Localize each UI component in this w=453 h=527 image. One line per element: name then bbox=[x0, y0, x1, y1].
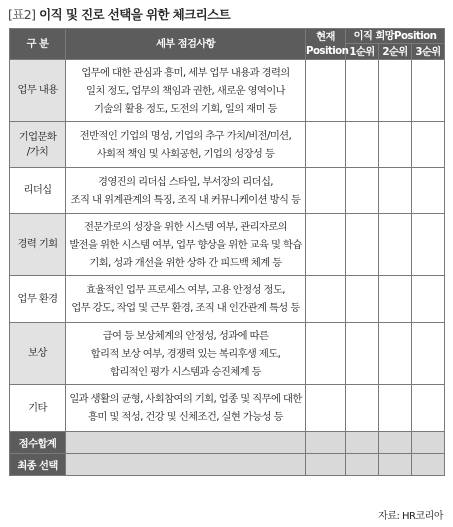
rank-3-cell[interactable] bbox=[412, 323, 445, 385]
current-position-cell[interactable] bbox=[306, 276, 346, 323]
header-rank-2: 2순위 bbox=[379, 44, 412, 60]
final-choice-row bbox=[10, 454, 445, 476]
desc-line: 일치 정도, 업무의 책임과 권한, 새로운 영역이나 bbox=[86, 84, 285, 97]
row-description bbox=[66, 385, 306, 432]
final-choice-details-cell bbox=[66, 454, 306, 476]
desc-line: 조직 내 위계관계의 특징, 조직 내 커뮤니케이션 방식 등 bbox=[70, 193, 301, 206]
score-total-label: 점수합계 bbox=[10, 432, 66, 454]
current-position-cell[interactable] bbox=[306, 385, 346, 432]
row-description bbox=[66, 276, 306, 323]
final-choice-label: 최종 선택 bbox=[10, 454, 66, 476]
rank-1-cell[interactable] bbox=[346, 385, 379, 432]
header-current-line1: 현재 bbox=[316, 31, 335, 43]
rank-3-cell[interactable] bbox=[412, 60, 445, 122]
desc-line: 일과 생활의 균형, 사회참여의 기회, 업종 및 직무에 대한 bbox=[69, 393, 302, 405]
row-label-line: 기업문화 bbox=[18, 130, 57, 143]
row-label: 업무 내용 bbox=[10, 60, 66, 122]
rank-1-cell[interactable] bbox=[346, 323, 379, 385]
score-total-rank-3-cell[interactable] bbox=[412, 432, 445, 454]
row-description bbox=[66, 122, 306, 168]
rank-2-cell[interactable] bbox=[379, 276, 412, 323]
table-row bbox=[10, 122, 445, 168]
table-title-text: 이직 및 진로 선택을 위한 체크리스트 bbox=[39, 7, 231, 22]
desc-line: 기술의 활용 정도, 도전의 기회, 일의 재미 등 bbox=[94, 102, 277, 115]
row-label bbox=[10, 122, 66, 168]
table-row bbox=[10, 385, 445, 432]
row-label: 경력 기회 bbox=[10, 214, 66, 276]
row-label-line: /가치 bbox=[26, 145, 49, 158]
desc-line: 전문가로의 성장을 위한 시스템 여부, 관리자로의 bbox=[84, 220, 287, 233]
current-position-cell[interactable] bbox=[306, 60, 346, 122]
header-category: 구 분 bbox=[10, 29, 66, 60]
rank-3-cell[interactable] bbox=[412, 214, 445, 276]
source-note: 자료: HR코리아 bbox=[378, 511, 443, 522]
table-row bbox=[10, 168, 445, 214]
final-choice-rank-3-cell[interactable] bbox=[412, 454, 445, 476]
final-choice-current-cell[interactable] bbox=[306, 454, 346, 476]
score-total-current-cell[interactable] bbox=[306, 432, 346, 454]
score-total-details-cell bbox=[66, 432, 306, 454]
rank-3-cell[interactable] bbox=[412, 122, 445, 168]
table-row bbox=[10, 323, 445, 385]
final-choice-rank-1-cell[interactable] bbox=[346, 454, 379, 476]
desc-line: 급여 등 보상체계의 안정성, 성과에 따른 bbox=[102, 329, 269, 342]
row-description bbox=[66, 168, 306, 214]
row-description bbox=[66, 214, 306, 276]
desc-line: 합리적 보상 여부, 경쟁력 있는 복리후생 제도, bbox=[90, 347, 281, 360]
header-details: 세부 점검사항 bbox=[66, 29, 306, 60]
row-description bbox=[66, 60, 306, 122]
current-position-cell[interactable] bbox=[306, 122, 346, 168]
rank-1-cell[interactable] bbox=[346, 276, 379, 323]
rank-2-cell[interactable] bbox=[379, 122, 412, 168]
rank-2-cell[interactable] bbox=[379, 60, 412, 122]
row-label: 업무 환경 bbox=[10, 276, 66, 323]
row-description bbox=[66, 323, 306, 385]
desc-line: 전반적인 기업의 명성, 기업의 추구 가치/비전/미션, bbox=[79, 129, 292, 142]
score-total-rank-2-cell[interactable] bbox=[379, 432, 412, 454]
checklist-table bbox=[9, 28, 445, 476]
desc-line: 발전을 위한 시스템 여부, 업무 향상을 위한 교육 및 학습 bbox=[69, 238, 302, 251]
desc-line: 흥미 및 적성, 건강 및 신체조건, 실현 가능성 등 bbox=[88, 411, 283, 423]
current-position-cell[interactable] bbox=[306, 214, 346, 276]
table-row bbox=[10, 60, 445, 122]
desc-line: 효율적인 업무 프로세스 여부, 고용 안정성 정도, bbox=[86, 284, 285, 296]
current-position-cell[interactable] bbox=[306, 323, 346, 385]
row-label: 리더십 bbox=[10, 168, 66, 214]
desc-line: 업무에 대한 관심과 흥미, 세부 업무 내용과 경력의 bbox=[81, 66, 290, 79]
table-row bbox=[10, 276, 445, 323]
header-rank-1: 1순위 bbox=[346, 44, 379, 60]
table-row bbox=[10, 214, 445, 276]
rank-2-cell[interactable] bbox=[379, 323, 412, 385]
rank-2-cell[interactable] bbox=[379, 385, 412, 432]
rank-3-cell[interactable] bbox=[412, 168, 445, 214]
desc-line: 사회적 책임 및 사회공헌, 기업의 성장성 등 bbox=[96, 147, 275, 160]
table-number: [표2] bbox=[8, 7, 36, 22]
header-rank-3: 3순위 bbox=[412, 44, 445, 60]
desc-line: 기회, 성과 개선을 위한 상하 간 피드백 체계 등 bbox=[89, 256, 282, 269]
desc-line: 경영진의 리더십 스타일, 부서장의 리더십, bbox=[98, 175, 273, 188]
desc-line: 합리적인 평가 시스템과 승진체계 등 bbox=[110, 365, 261, 378]
table-title bbox=[8, 5, 230, 25]
rank-1-cell[interactable] bbox=[346, 168, 379, 214]
final-choice-rank-2-cell[interactable] bbox=[379, 454, 412, 476]
rank-1-cell[interactable] bbox=[346, 122, 379, 168]
rank-2-cell[interactable] bbox=[379, 214, 412, 276]
header-current-line2: Position bbox=[306, 45, 349, 57]
rank-3-cell[interactable] bbox=[412, 385, 445, 432]
row-label: 기타 bbox=[10, 385, 66, 432]
header-current-position bbox=[306, 29, 349, 60]
rank-1-cell[interactable] bbox=[346, 60, 379, 122]
score-total-row bbox=[10, 432, 445, 454]
row-label: 보상 bbox=[10, 323, 66, 385]
rank-3-cell[interactable] bbox=[412, 276, 445, 323]
header-desired-position: 이직 희망Position bbox=[346, 29, 445, 44]
desc-line: 업무 강도, 작업 및 근무 환경, 조직 내 인간관계 특성 등 bbox=[71, 302, 300, 314]
current-position-cell[interactable] bbox=[306, 168, 346, 214]
rank-1-cell[interactable] bbox=[346, 214, 379, 276]
rank-2-cell[interactable] bbox=[379, 168, 412, 214]
score-total-rank-1-cell[interactable] bbox=[346, 432, 379, 454]
